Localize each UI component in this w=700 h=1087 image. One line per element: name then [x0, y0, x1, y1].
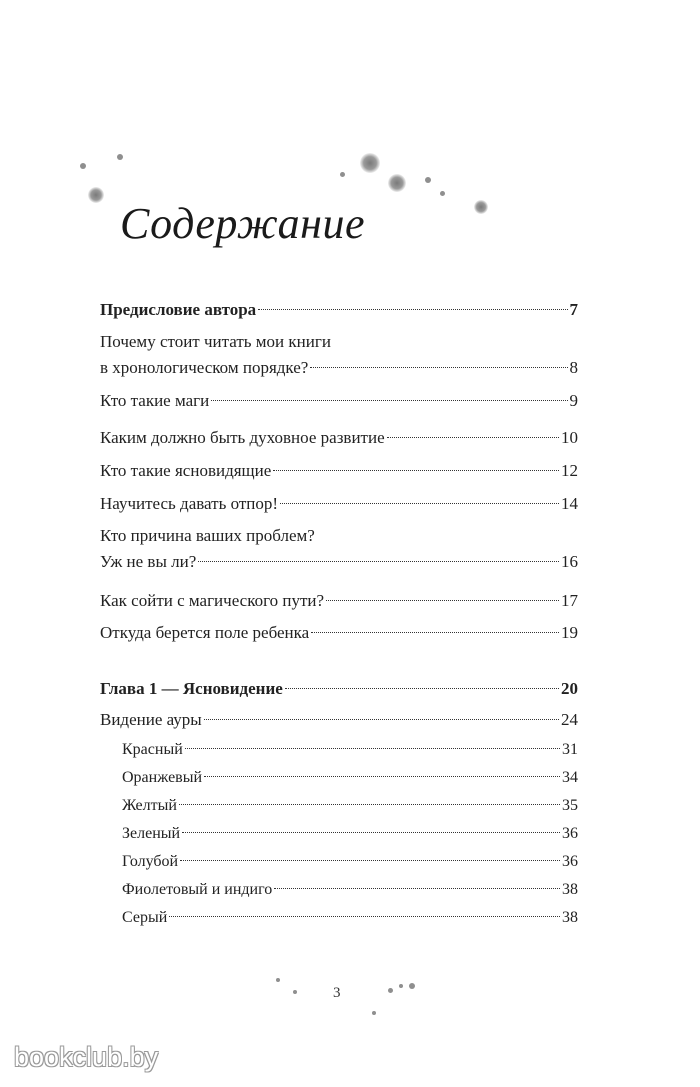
toc-entry: [100, 458, 578, 484]
toc-entry-line: [122, 821, 578, 847]
toc-entry-line: [122, 793, 578, 819]
toc-entry-line: [100, 491, 578, 517]
dot-leader: [273, 470, 559, 471]
toc-entry: [100, 491, 578, 517]
toc-entry-title: Глава 1 — Ясновидение: [100, 679, 283, 698]
toc-entry: [122, 849, 578, 875]
watermark: bookclub.by: [14, 1042, 159, 1072]
toc-entry-title: Красный: [122, 741, 183, 758]
toc-entry-line: [100, 458, 578, 484]
decorative-dot: [117, 154, 123, 160]
toc-entry-line: [100, 297, 578, 323]
dot-leader: [185, 748, 560, 749]
dot-leader: [387, 437, 559, 438]
dot-leader: [280, 503, 559, 504]
toc-entry-title: Видение ауры: [100, 710, 202, 729]
toc-entry-title: Зеленый: [122, 825, 181, 842]
decorative-dot: [399, 984, 403, 988]
toc-page-number: 24: [561, 710, 578, 729]
toc-entry-title: в хронологическом порядке?: [100, 358, 309, 377]
toc-page-number: 36: [562, 825, 578, 842]
toc-entry: [100, 425, 578, 451]
toc-entry-title: Кто такие ясновидящие: [100, 461, 272, 480]
toc-entry: [100, 707, 578, 733]
dot-leader: [258, 309, 567, 310]
decorative-dot: [360, 153, 380, 173]
decorative-dot: [276, 978, 280, 982]
dot-leader: [211, 400, 567, 401]
dot-leader: [274, 888, 560, 889]
toc-page-number: 8: [569, 358, 578, 377]
toc-entry-title: Кто такие маги: [100, 391, 210, 410]
toc-page-number: 12: [561, 461, 578, 480]
decorative-dot: [80, 163, 86, 169]
toc-entry: [122, 737, 578, 763]
decorative-dot: [409, 983, 415, 989]
toc-entry: [100, 676, 578, 702]
toc-entry: [122, 765, 578, 791]
decorative-dot: [340, 172, 345, 177]
toc-entry-line: [122, 737, 578, 763]
toc-entry-title: Фиолетовый и индиго: [122, 881, 273, 898]
decorative-dot: [372, 1011, 376, 1015]
toc-entry-line: [100, 388, 578, 414]
page-title: Содержание: [120, 199, 366, 248]
toc-page-number: 9: [569, 391, 578, 410]
toc-entry-title: Желтый: [122, 797, 177, 814]
toc-page-number: 34: [562, 769, 578, 786]
decorative-dot: [293, 990, 297, 994]
toc-entry-title: Откуда берется поле ребенка: [100, 623, 310, 642]
toc-entry-line: [100, 355, 578, 381]
toc-entry-line: [122, 877, 578, 903]
toc-entry-line: [100, 549, 578, 575]
toc-entry-title: Серый: [122, 909, 168, 926]
toc-entry-line: [100, 329, 578, 355]
toc-page-number: 14: [561, 494, 578, 513]
toc-entry-line: [100, 676, 578, 702]
toc-entry: [100, 523, 578, 575]
toc-entry: [122, 821, 578, 847]
toc-entry-title: Уж не вы ли?: [100, 552, 197, 571]
toc-entry: [100, 297, 578, 323]
toc-entry: [122, 877, 578, 903]
toc-page-number: 38: [562, 909, 578, 926]
toc-page-number: 19: [561, 623, 578, 642]
toc-entry-line: [122, 765, 578, 791]
toc-page-number: 38: [562, 881, 578, 898]
toc-page-number: 7: [569, 300, 578, 319]
toc-entry-title: Научитесь давать отпор!: [100, 494, 279, 513]
toc-page-number: 20: [561, 679, 578, 698]
decorative-dot: [88, 187, 104, 203]
toc-entry-line: [100, 588, 578, 614]
decorative-dot: [388, 174, 406, 192]
dot-leader: [310, 367, 567, 368]
dot-leader: [204, 719, 559, 720]
dot-leader: [204, 776, 560, 777]
toc-page-number: 10: [561, 428, 578, 447]
toc-entry: [100, 329, 578, 381]
dot-leader: [182, 832, 560, 833]
toc-page-number: 31: [562, 741, 578, 758]
toc-entry-line: [100, 620, 578, 646]
decorative-dot: [388, 988, 393, 993]
dot-leader: [179, 804, 560, 805]
dot-leader: [198, 561, 559, 562]
toc-entry-title: Как сойти с магического пути?: [100, 591, 325, 610]
dot-leader: [285, 688, 559, 689]
toc-entry-title: Предисловие автора: [100, 300, 257, 319]
toc-entry-title: Почему стоит читать мои книги: [100, 332, 331, 351]
toc-entry: [122, 793, 578, 819]
decorative-dot: [440, 191, 445, 196]
toc-entry-line: [122, 905, 578, 931]
toc-page-number: 17: [561, 591, 578, 610]
toc-entry-title: Каким должно быть духовное развитие: [100, 428, 385, 447]
dot-leader: [311, 632, 559, 633]
toc-entry: [100, 588, 578, 614]
toc-entry-line: [122, 849, 578, 875]
toc-entry-line: [100, 707, 578, 733]
toc-entry-title: Оранжевый: [122, 769, 203, 786]
toc-page-number: 35: [562, 797, 578, 814]
toc-entry-line: [100, 523, 578, 549]
dot-leader: [326, 600, 559, 601]
toc-entry: [100, 388, 578, 414]
toc-entry-line: [100, 425, 578, 451]
toc-entry-title: Кто причина ваших проблем?: [100, 526, 315, 545]
dot-leader: [180, 860, 560, 861]
dot-leader: [169, 916, 560, 917]
toc-page-number: 16: [561, 552, 578, 571]
toc-entry: [122, 905, 578, 931]
page-number: 3: [333, 985, 341, 1001]
toc-entry-title: Голубой: [122, 853, 179, 870]
decorative-dot: [425, 177, 431, 183]
toc-entry: [100, 620, 578, 646]
toc-page-number: 36: [562, 853, 578, 870]
decorative-dot: [474, 200, 488, 214]
